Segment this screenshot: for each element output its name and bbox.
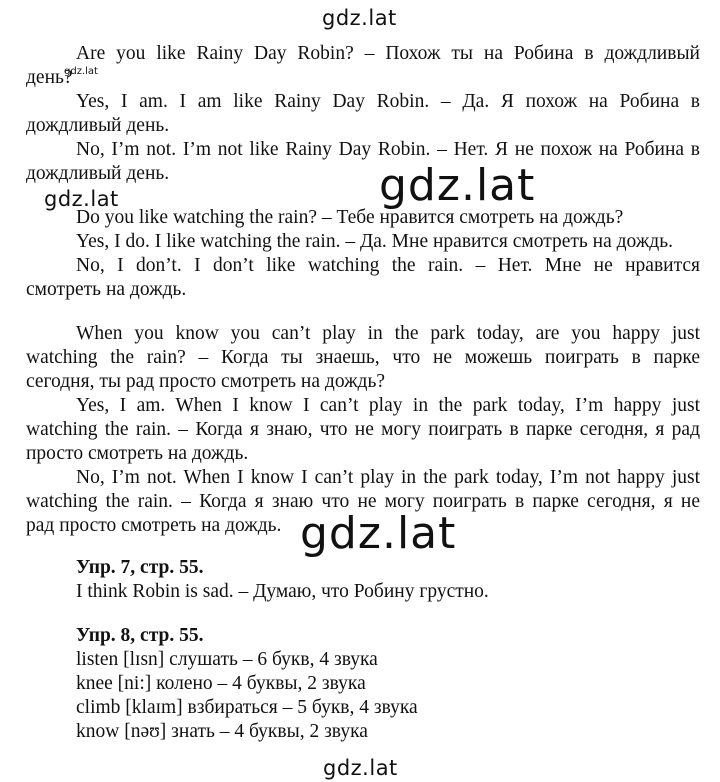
watermark-left-mid: gdz.lat xyxy=(44,187,119,211)
text-line: сегодня, ты рад просто смотреть на дождь? xyxy=(26,371,386,392)
text-line: No, I’m not. When I know I can’t play in the park today, I’m not happy just xyxy=(76,467,700,488)
watermark-top: gdz.lat xyxy=(322,6,397,30)
watermark-big-mid: gdz.lat xyxy=(300,508,457,559)
exercise-8-item: know [nəʊ] знать – 4 буквы, 2 звука xyxy=(76,721,368,742)
text-line: When you know you can’t play in the park today, are you happy just xyxy=(76,323,700,344)
watermark-bottom: gdz.lat xyxy=(323,756,398,780)
text-line: день? xyxy=(26,67,73,88)
text-line: Are you like Rainy Day Robin? – Похож ты на Робина в дождливый xyxy=(76,43,700,64)
text-line: просто смотреть на дождь. xyxy=(26,443,249,464)
text-line: Yes, I am. When I know I can’t play in the park today, I’m happy just xyxy=(76,395,700,416)
text-line: watching the rain. – Когда я знаю что не могу поиграть в парке сегодня, я не xyxy=(26,491,700,512)
text-line: Yes, I am. I am like Rainy Day Robin. – Да. Я похож на Робина в xyxy=(76,91,700,112)
exercise-8-item: knee [ni:] колено – 4 буквы, 2 звука xyxy=(76,673,366,694)
watermark-small-inline: gdz.lat xyxy=(64,66,98,77)
exercise-8-item: listen [lɪsn] слушать – 6 букв, 4 звука xyxy=(76,649,378,670)
text-line: No, I’m not. I’m not like Rainy Day Robin. – Нет. Я не похож на Робина в xyxy=(76,139,700,160)
watermark-big-top: gdz.lat xyxy=(379,160,536,211)
text-line: Do you like watching the rain? – Тебе нравится смотреть на дождь? xyxy=(76,207,624,228)
text-line: рад просто смотреть на дождь. xyxy=(26,515,282,536)
exercise-7-text: I think Robin is sad. – Думаю, что Робину грустно. xyxy=(76,581,489,602)
text-line: смотреть на дождь. xyxy=(26,279,187,300)
text-line: watching the rain. – Когда я знаю, что не могу поиграть в парке сегодня, я рад xyxy=(26,419,700,440)
text-line: watching the rain? – Когда ты знаешь, что не можешь поиграть в парке xyxy=(26,347,700,368)
exercise-8-item: climb [klaɪm] взбираться – 5 букв, 4 звука xyxy=(76,697,418,718)
exercise-8-heading: Упр. 8, стр. 55. xyxy=(76,625,204,646)
text-line: No, I don’t. I don’t like watching the rain. – Нет. Мне не нравится xyxy=(76,255,700,276)
text-line: дождливый день. xyxy=(26,115,170,136)
exercise-7-heading: Упр. 7, стр. 55. xyxy=(76,557,204,578)
text-line: Yes, I do. I like watching the rain. – Да. Мне нравится смотреть на дождь. xyxy=(76,231,673,252)
text-line: дождливый день. xyxy=(26,163,170,184)
